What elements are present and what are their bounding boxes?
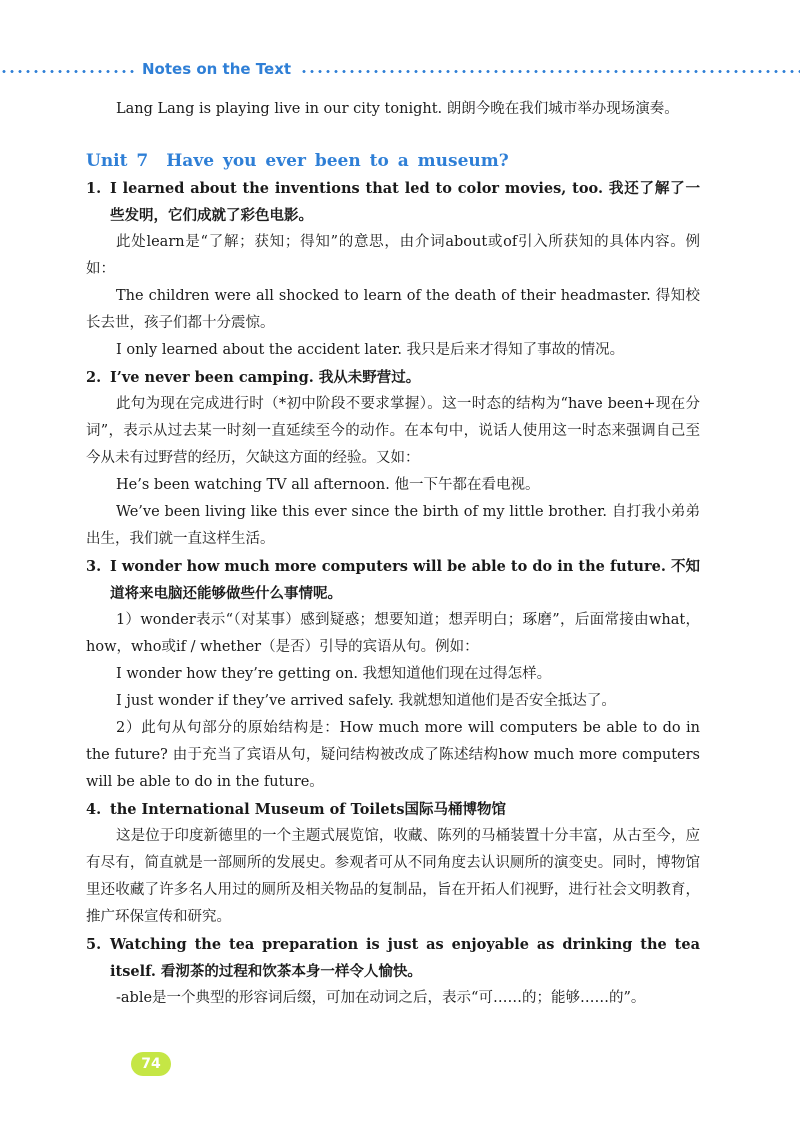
page-content	[86, 96, 700, 1012]
dotted-rule-left	[0, 70, 138, 73]
note-heading	[86, 364, 700, 391]
note-example: I wonder how they’re getting on. 我想知道他们现在过得怎样。	[116, 666, 552, 682]
note-item-1	[86, 175, 700, 364]
note-number: 3.	[86, 558, 102, 575]
note-heading-text: I’ve never been camping. 我从未野营过。	[110, 369, 421, 386]
note-example: We’ve been living like this ever since the birth of my little brother. 自打我小弟弟出生，我们就一直这样生活。	[86, 504, 700, 547]
section-title: Notes on the Text	[142, 60, 292, 78]
note-paragraph: 2）此句从句部分的原始结构是：How much more will computers be able to do in the future? 由于充当了宾语从句，疑问结构被改成了陈述结构how much more computers will be able to do in the future。	[86, 720, 700, 790]
note-paragraph: 这是位于印度新德里的一个主题式展览馆，收藏、陈列的马桶装置十分丰富，从古至今，应有尽有，简直就是一部厕所的发展史。参观者可从不同角度去认识厕所的演变史。同时，博物馆里还收藏了许多名人用过的厕所及相关物品的复制品，旨在开拓人们视野，进行社会文明教育，推广环保宣传和研究。	[86, 828, 700, 925]
unit-heading	[86, 147, 700, 175]
note-item-3	[86, 553, 700, 796]
note-heading	[86, 796, 700, 823]
note-number: 5.	[86, 936, 102, 953]
page-number-badge: 74	[131, 1052, 171, 1076]
note-paragraph: 1）wonder表示“（对某事）感到疑惑；想要知道；想弄明白；琢磨”，后面常接由what，how，who或if / whether（是否）引导的宾语从句。例如：	[86, 612, 700, 655]
note-example: He’s been watching TV all afternoon. 他一下午都在看电视。	[116, 477, 540, 493]
note-item-5	[86, 931, 700, 1012]
dotted-rule-right	[300, 70, 800, 73]
note-example: I only learned about the accident later. 我只是后来才得知了事故的情况。	[116, 342, 625, 358]
note-number: 1.	[86, 180, 102, 197]
note-paragraph: 此句为现在完成进行时（*初中阶段不要求掌握）。这一时态的结构为“have been+现在分词”，表示从过去某一时刻一直延续至今的动作。在本句中，说话人使用这一时态来强调自己至今从未有过野营的经历，欠缺这方面的经验。又如：	[86, 396, 700, 466]
intro-example: Lang Lang is playing live in our city tonight. 朗朗今晚在我们城市举办现场演奏。	[116, 101, 679, 117]
note-heading	[86, 553, 700, 607]
note-heading-text: Watching the tea preparation is just as enjoyable as drinking the tea itself. 看沏茶的过程和饮茶本身一样令人愉快。	[110, 936, 700, 980]
note-heading	[86, 931, 700, 985]
note-example: The children were all shocked to learn of the death of their headmaster. 得知校长去世，孩子们都十分震惊。	[86, 288, 700, 331]
note-heading-text: I wonder how much more computers will be able to do in the future. 不知道将来电脑还能够做些什么事情呢。	[110, 558, 700, 602]
note-item-4	[86, 796, 700, 931]
note-example: I just wonder if they’ve arrived safely. 我就想知道他们是否安全抵达了。	[116, 693, 616, 709]
note-heading-text: I learned about the inventions that led to color movies, too. 我还了解了一些发明，它们成就了彩色电影。	[110, 180, 700, 224]
note-number: 2.	[86, 369, 102, 386]
unit-title: Have you ever been to a museum?	[166, 151, 509, 171]
note-heading-text: the International Museum of Toilets国际马桶博物馆	[110, 801, 506, 818]
section-header	[0, 60, 800, 82]
note-paragraph: 此处learn是“了解；获知；得知”的意思，由介词about或of引入所获知的具体内容。例如：	[86, 234, 700, 277]
note-paragraph: -able是一个典型的形容词后缀，可加在动词之后，表示“可……的；能够……的”。	[116, 990, 646, 1006]
unit-number: Unit 7	[86, 151, 149, 171]
note-item-2	[86, 364, 700, 553]
note-heading	[86, 175, 700, 229]
note-number: 4.	[86, 801, 102, 818]
